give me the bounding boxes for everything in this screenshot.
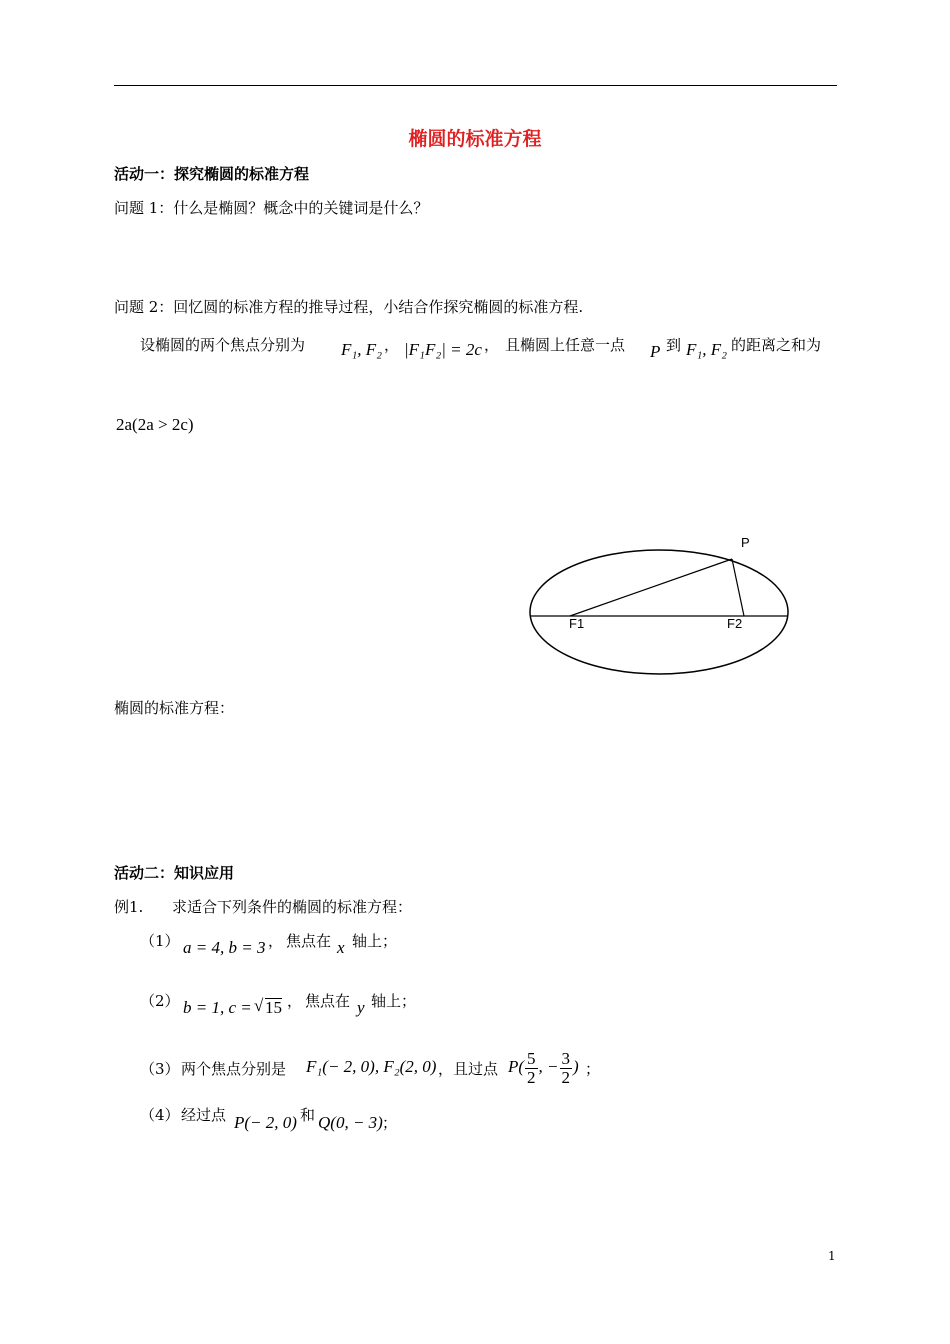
- setup-mid: 且椭圆上任意一点: [505, 336, 626, 354]
- label-p: P: [741, 535, 750, 550]
- item-4-end: ；: [382, 1114, 398, 1132]
- item-4-point-q: Q(0, − 3): [318, 1113, 383, 1132]
- focal-distance: |F₁F₂| = 2c: [404, 340, 482, 359]
- item-3-point: P( $\frac{5}{2}$ , − $\frac{3}{2}$ ): [508, 1048, 579, 1087]
- question-2: 问题 2：回忆圆的标准方程的推导过程，小结合作探究椭圆的标准方程.: [114, 298, 584, 316]
- standard-equation-label: 椭圆的标准方程：: [114, 699, 235, 717]
- foci-symbols: F₁, F₂: [341, 340, 383, 359]
- item-1-text2: 轴上；: [352, 932, 398, 950]
- item-2-number: （2）: [140, 992, 180, 1010]
- header-rule: [114, 85, 837, 86]
- item-3-text2: ，且过点: [438, 1060, 499, 1078]
- item-2-text2: 轴上；: [371, 992, 417, 1010]
- item-1-math: a = 4, b = 3: [183, 938, 266, 957]
- item-2-axis: y: [357, 998, 365, 1017]
- item-4-number: （4）: [140, 1106, 180, 1124]
- item-3-foci: F₁(− 2, 0), F₂(2, 0): [306, 1057, 437, 1076]
- item-3-end: ；: [585, 1060, 601, 1078]
- item-1-number: （1）: [140, 932, 180, 950]
- item-3-number: （3）: [140, 1060, 180, 1078]
- setup-prefix: 设椭圆的两个焦点分别为: [140, 336, 306, 354]
- item-2-text1: 焦点在: [305, 992, 351, 1010]
- item-2-math: b = 1, c =: [183, 998, 252, 1017]
- item-3-text1: 两个焦点分别是: [181, 1060, 287, 1078]
- item-1-axis: x: [337, 938, 345, 957]
- segment-p-f2: [732, 559, 744, 616]
- item-4-and: 和: [300, 1106, 316, 1124]
- distance-sum: 2a(2a > 2c): [116, 415, 194, 434]
- page-number: 1: [828, 1249, 836, 1263]
- page-title: 椭圆的标准方程: [408, 128, 542, 150]
- label-f2: F2: [727, 616, 743, 631]
- setup-sep-1: ，: [384, 336, 400, 354]
- foci-symbols-2: F₁, F₂: [686, 340, 728, 359]
- label-f1: F1: [569, 616, 585, 631]
- sqrt-symbol: √: [254, 996, 264, 1015]
- setup-to: 到: [666, 336, 682, 354]
- item-2-radicand: 15: [265, 998, 282, 1017]
- setup-suffix: 的距离之和为: [731, 336, 822, 354]
- item-2-sep: ，: [287, 992, 303, 1010]
- activity2-heading: 活动二：知识应用: [114, 864, 235, 882]
- item-1-sep: ，: [268, 932, 284, 950]
- item-4-text1: 经过点: [181, 1106, 227, 1124]
- segment-f1-p: [570, 559, 732, 616]
- item-1-text1: 焦点在: [286, 932, 332, 950]
- ellipse-figure: [520, 530, 800, 685]
- ellipse-outline: [530, 550, 788, 674]
- activity1-heading: 活动一：探究椭圆的标准方程: [114, 165, 310, 183]
- item-4-point-p: P(− 2, 0): [234, 1113, 297, 1132]
- example-text: 求适合下列条件的椭圆的标准方程：: [172, 898, 413, 916]
- point-p: P: [650, 342, 661, 361]
- setup-sep-2: ，: [484, 336, 500, 354]
- question-1: 问题 1：什么是椭圆？概念中的关键词是什么？: [114, 199, 429, 217]
- example-label: 例1.: [114, 898, 144, 916]
